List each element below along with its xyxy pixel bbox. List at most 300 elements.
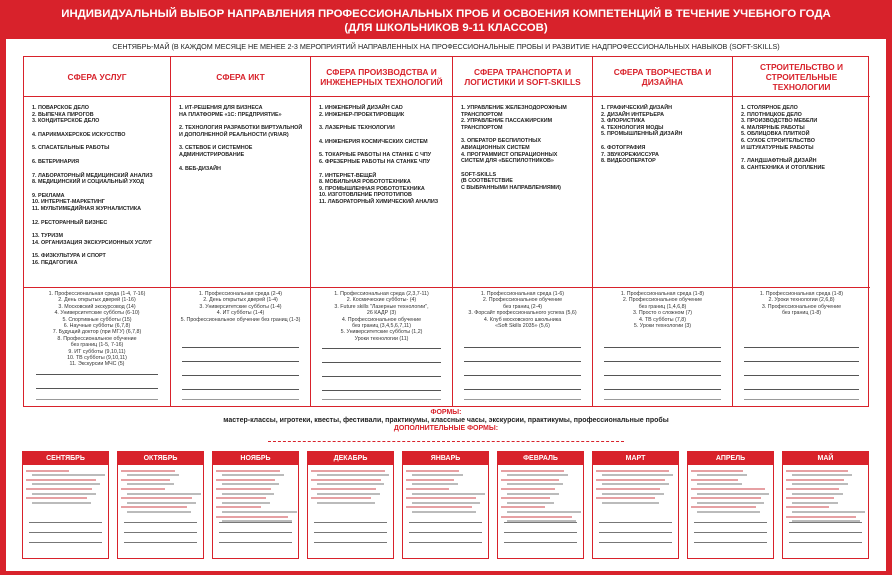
fine-print-line <box>222 493 274 495</box>
event-item: 5. Спортивные субботы (15) <box>62 316 132 323</box>
fine-print-line <box>216 479 275 481</box>
event-item: 8. Профессиональное обучение <box>57 335 137 342</box>
event-item: 1. Профессиональная среда (1-8) <box>759 291 844 297</box>
month-events-placeholder <box>783 465 868 527</box>
event-item: 4. ТВ субботы (7,8) <box>639 316 686 323</box>
sphere-items <box>461 105 588 192</box>
fine-print-line <box>786 470 848 472</box>
fine-print-line <box>602 493 664 495</box>
fine-print-line <box>127 502 196 504</box>
blank-line <box>694 532 767 533</box>
sphere-item: 1. ИНЖЕНЕРНЫЙ ДИЗАЙН CAD <box>319 105 403 111</box>
events-list <box>457 291 588 329</box>
signature-line <box>322 399 440 400</box>
month-title: СЕНТЯБРЬ <box>23 452 108 465</box>
section-divider <box>593 287 732 288</box>
fine-print-line <box>311 497 371 499</box>
blank-line <box>322 390 440 391</box>
fine-print-line <box>311 488 376 490</box>
fine-print-line <box>412 511 475 513</box>
sphere-item: 3. КОНДИТЕРСКОЕ ДЕЛО <box>32 118 100 125</box>
sphere-item: 4. ИНЖЕНЕРИЯ КОСМИЧЕСКИХ СИСТЕМ <box>319 138 428 145</box>
month-card <box>782 451 869 559</box>
item-gap <box>32 246 166 253</box>
sphere-item: 2. ИНЖЕНЕР-ПРОЕКТИРОВЩИК <box>319 111 405 118</box>
blank-line <box>219 542 292 543</box>
event-item: 9. ИТ субботы (9,10,11) <box>68 348 126 355</box>
event-item: 2. Профессиональное обучение <box>622 297 703 304</box>
event-item: 1. Профессиональная среда (1-8) <box>620 291 705 297</box>
blank-line <box>504 542 577 543</box>
item-gap <box>601 138 728 145</box>
event-item: 3. Профессиональное обучение <box>761 303 842 310</box>
signature-line <box>464 399 581 400</box>
fine-print-line <box>792 483 847 485</box>
sphere-title: СФЕРА УСЛУГ <box>24 57 170 97</box>
event-item: 3. Future skills "Лазерные технологии", <box>334 303 429 310</box>
sphere-column <box>311 57 453 406</box>
fine-print-line <box>32 474 105 476</box>
fine-print-line <box>406 479 454 481</box>
blank-line <box>219 522 292 523</box>
item-gap <box>461 131 588 138</box>
sphere-item: 9. РЕКЛАМА <box>32 192 65 199</box>
sphere-item: 4. МАЛЯРНЫЕ РАБОТЫ <box>741 124 805 131</box>
signature-line <box>604 399 721 400</box>
forms-section <box>6 409 886 433</box>
sphere-items <box>179 105 306 172</box>
event-item: 5. Уроки технологии (3) <box>633 323 692 330</box>
blank-line <box>409 522 482 523</box>
sphere-item: 9. ПРОМЫШЛЕННАЯ РОБОТОТЕХНИКА <box>319 185 425 192</box>
sphere-title: СФЕРА ТВОРЧЕСТВА И ДИЗАЙНА <box>593 57 732 97</box>
blank-line <box>314 522 387 523</box>
fine-print-line <box>507 511 580 513</box>
blank-line <box>789 542 862 543</box>
month-title: АПРЕЛЬ <box>688 452 773 465</box>
fine-print-line <box>596 497 655 499</box>
event-item: 5. Университетские субботы (1,2) <box>340 329 423 336</box>
fine-print-line <box>26 479 96 481</box>
sphere-item: 3. ПРОИЗВОДСТВО МЕБЕЛИ <box>741 118 818 125</box>
blank-line <box>124 522 197 523</box>
item-gap <box>461 165 588 172</box>
section-divider <box>311 287 452 288</box>
event-item: 6. Научные субботы (6,7,8) <box>63 323 131 330</box>
month-events-placeholder <box>23 465 108 508</box>
fine-print-line <box>786 479 844 481</box>
fine-print-line <box>412 493 485 495</box>
event-item: 1. Профессиональная среда (1-4, 7-16) <box>48 291 146 297</box>
fine-print-line <box>786 516 856 518</box>
blank-line <box>36 388 159 389</box>
fine-print-line <box>121 497 192 499</box>
sphere-item: 1. ИТ-РЕШЕНИЯ ДЛЯ БИЗНЕСА <box>179 105 263 111</box>
month-card <box>117 451 204 559</box>
sphere-item: И ШТУКАТУРНЫЕ РАБОТЫ <box>741 144 814 151</box>
event-item: 26 КАДР (3) <box>366 310 397 317</box>
spheres-table <box>23 56 869 407</box>
blank-line <box>464 389 581 390</box>
sphere-item: 2. ПЛОТНИЦКОЕ ДЕЛО <box>741 111 802 118</box>
fine-print-line <box>792 474 852 476</box>
fine-print-line <box>691 488 765 490</box>
item-gap <box>32 213 166 220</box>
fine-print-line <box>507 483 563 485</box>
sphere-item: 7. ЗВУКОРЕЖИССУРА <box>601 151 659 158</box>
section-divider <box>24 287 170 288</box>
sphere-item: 13. ТУРИЗМ <box>32 233 63 240</box>
month-card <box>497 451 584 559</box>
month-events-placeholder <box>403 465 488 518</box>
blank-line <box>219 532 292 533</box>
sphere-item: 5. СПАСАТЕЛЬНЫЕ РАБОТЫ <box>32 145 110 152</box>
event-item: 1. Профессиональная среда (2-4) <box>198 291 283 297</box>
blank-line <box>599 532 672 533</box>
sphere-item: 4. ПРОГРАММИСТ ОПЕРАЦИОННЫХ <box>461 151 558 158</box>
fine-print-line <box>127 493 200 495</box>
blank-line <box>409 542 482 543</box>
fine-print-line <box>317 483 384 485</box>
fine-print-line <box>697 493 769 495</box>
fine-print-line <box>792 502 838 504</box>
sphere-item: 4. ВЕБ-ДИЗАЙН <box>179 165 221 172</box>
sphere-item: 15. ФИЗКУЛЬТУРА И СПОРТ <box>32 253 106 260</box>
sphere-item: 6. ФОТОГРАФИЯ <box>601 144 646 151</box>
fine-print-line <box>602 502 659 504</box>
event-item: 3. Московский экскурсовод (14) <box>58 303 136 310</box>
sphere-item: АВИАЦИОННЫХ СИСТЕМ <box>461 144 530 151</box>
month-title: МАРТ <box>593 452 678 465</box>
blank-line <box>322 376 440 377</box>
item-gap <box>32 138 166 145</box>
fine-print-line <box>501 506 545 508</box>
fine-print-line <box>786 506 829 508</box>
sphere-item: 7. ИНТЕРНЕТ-ВЕЩЕЙ <box>319 172 377 179</box>
month-events-placeholder <box>498 465 583 527</box>
sphere-item: 3. СЕТЕВОЕ И СИСТЕМНОЕ <box>179 145 253 152</box>
sphere-item: 8. МОБИЛЬНАЯ РОБОТОТЕХНИКА <box>319 179 411 186</box>
fine-print-line <box>127 483 174 485</box>
blank-line <box>322 362 440 363</box>
fine-print-line <box>691 506 756 508</box>
event-item: 4. Университетские субботы (6-10) <box>54 310 140 317</box>
month-events-placeholder <box>688 465 773 518</box>
blank-line <box>694 542 767 543</box>
event-item: 4. ИТ субботы (1-4) <box>216 310 265 317</box>
event-item: 2. День открытых дверей (1-4) <box>203 297 278 304</box>
sphere-items <box>741 105 866 171</box>
fine-print-line <box>786 497 834 499</box>
fine-print-line <box>697 502 764 504</box>
extra-forms-heading: ДОПОЛНИТЕЛЬНЫЕ ФОРМЫ: <box>393 425 499 432</box>
fine-print-line <box>26 470 69 472</box>
signature-line <box>182 399 299 400</box>
month-events-placeholder <box>593 465 678 508</box>
month-card <box>22 451 109 559</box>
event-item: 3. Просто о сложном (7) <box>632 310 693 317</box>
event-item: без границ (3,4,5,6,7,11) <box>351 323 412 330</box>
event-item: «Soft Skills 2035» (5,6) <box>495 323 550 330</box>
fine-print-line <box>697 474 747 476</box>
fine-print-line <box>222 502 269 504</box>
month-events-placeholder <box>118 465 203 518</box>
fine-print-line <box>792 493 843 495</box>
blank-line <box>182 389 299 390</box>
signature-line <box>36 399 159 400</box>
fine-print-line <box>127 511 191 513</box>
sphere-item: НА ПЛАТФОРМЕ «1С: ПРЕДПРИЯТИЕ» <box>179 111 282 118</box>
poster <box>6 4 886 571</box>
sphere-item: 5. ТОКАРНЫЕ РАБОТЫ НА СТАНКЕ С ЧПУ <box>319 152 432 159</box>
fine-print-line <box>311 470 385 472</box>
event-item: Уроки технологии (11) <box>354 335 409 342</box>
month-title: НОЯБРЬ <box>213 452 298 465</box>
sphere-item: И ДОПОЛНЕННОЙ РЕАЛЬНОСТИ (VR/AR) <box>179 131 289 138</box>
blank-line <box>314 542 387 543</box>
fine-print-line <box>32 493 95 495</box>
fine-print-line <box>216 506 261 508</box>
blank-line <box>314 532 387 533</box>
sphere-column <box>453 57 593 406</box>
event-item: 11. Экскурсии МЧС (5) <box>69 361 125 368</box>
fine-print-line <box>507 474 568 476</box>
events-list <box>737 291 866 317</box>
month-card <box>212 451 299 559</box>
event-item: 5. Профессиональное обучение без границ (1-3) <box>180 316 301 323</box>
event-item: без границ (1,4,6,8) <box>638 303 687 310</box>
sphere-item: 1. ГРАФИЧЕСКИЙ ДИЗАЙН <box>601 105 672 111</box>
events-list <box>28 291 166 368</box>
fine-print-line <box>26 488 92 490</box>
sphere-item: ТРАНСПОРТОМ <box>461 124 503 131</box>
sphere-item: 14. ОРГАНИЗАЦИЯ ЭКСКУРСИОННЫХ УСЛУГ <box>32 239 153 246</box>
sphere-item: 4. ПАРИКМАХЕРСКОЕ ИСКУССТВО <box>32 131 126 138</box>
fine-print-line <box>32 502 90 504</box>
month-events-placeholder <box>308 465 393 508</box>
fine-print-line <box>602 474 673 476</box>
sphere-title: СФЕРА ТРАНСПОРТА И ЛОГИСТИКИ И SOFT-SKILLS <box>453 57 592 97</box>
sphere-item: 6. ФРЕЗЕРНЫЕ РАБОТЫ НА СТАНКЕ ЧПУ <box>319 158 430 165</box>
fine-print-line <box>691 479 738 481</box>
sphere-items <box>32 105 166 267</box>
sphere-column <box>24 57 171 406</box>
sphere-item: 10. ИНТЕРНЕТ-МАРКЕТИНГ <box>32 199 105 206</box>
sphere-item: 8. ВИДЕООПЕРАТОР <box>601 158 656 165</box>
sphere-item: 6. СУХОЕ СТРОИТЕЛЬСТВО <box>741 137 815 144</box>
event-item: 2. Уроки технологии (2,6,8) <box>768 297 835 304</box>
month-card <box>402 451 489 559</box>
title-line-2: (ДЛЯ ШКОЛЬНИКОВ 9-11 КЛАССОВ) <box>344 21 548 34</box>
item-gap <box>179 138 306 145</box>
sphere-item: 4. ТЕХНОЛОГИЯ МОДЫ <box>601 124 664 131</box>
sphere-item: 6. ВЕТЕРИНАРИЯ <box>32 158 79 165</box>
item-gap <box>32 166 166 173</box>
fine-print-line <box>406 506 472 508</box>
month-title: ДЕКАБРЬ <box>308 452 393 465</box>
fine-print-line <box>691 470 743 472</box>
section-divider <box>171 287 310 288</box>
item-gap <box>319 166 448 173</box>
event-item: 2. Профессиональное обучение <box>482 297 563 304</box>
events-list <box>597 291 728 329</box>
blank-line <box>29 532 102 533</box>
section-divider <box>733 287 870 288</box>
sphere-item: 11. ЛАБОРАТОРНЫЙ ХИМИЧЕСКИЙ АНАЛИЗ <box>319 198 439 205</box>
sphere-item: 3. ФЛОРИСТИКА <box>601 118 645 125</box>
item-gap <box>179 159 306 166</box>
fine-print-line <box>501 470 564 472</box>
event-item: 4. Профессиональное обучение <box>341 316 422 323</box>
month-card <box>592 451 679 559</box>
sphere-item: ТРАНСПОРТОМ <box>461 111 503 118</box>
fine-print-line <box>216 470 280 472</box>
signature-line <box>744 399 859 400</box>
item-gap <box>32 125 166 132</box>
events-list <box>175 291 306 323</box>
fine-print-line <box>596 470 669 472</box>
fine-print-line <box>412 483 458 485</box>
blank-line <box>694 522 767 523</box>
event-item: 1. Профессиональная среда (2,3,7-11) <box>334 291 429 297</box>
event-item: 7. Будущий доктор (при МГУ) (6,7,8) <box>52 329 142 336</box>
fine-print-line <box>596 488 660 490</box>
event-item: 4. Клуб московского школьника <box>483 316 562 323</box>
blank-line <box>464 361 581 362</box>
fine-print-line <box>406 497 476 499</box>
sphere-item: СИСТЕМ ДЛЯ «БЕСПИЛОТНИКОВ» <box>461 158 554 165</box>
event-item: 3. Университетские субботы (1-4) <box>199 303 282 310</box>
blank-line <box>464 347 581 348</box>
sphere-item: 7. ЛАНДШАФТНЫЙ ДИЗАЙН <box>741 158 817 165</box>
month-card <box>307 451 394 559</box>
blank-line <box>464 375 581 376</box>
fine-print-line <box>501 516 572 518</box>
fine-print-line <box>222 483 279 485</box>
sphere-item: АДМИНИСТРИРОВАНИЕ <box>179 151 245 158</box>
sphere-item: 2. ВЫПЕЧКА ПИРОГОВ <box>32 111 94 118</box>
item-gap <box>319 118 448 125</box>
fine-print-line <box>317 493 379 495</box>
event-item: без границ (2-4) <box>502 303 543 310</box>
month-title: ОКТЯБРЬ <box>118 452 203 465</box>
blank-line <box>744 375 859 376</box>
sphere-title: СТРОИТЕЛЬСТВО И СТРОИТЕЛЬНЫЕ ТЕХНОЛОГИИ <box>733 57 870 97</box>
blank-line <box>599 522 672 523</box>
fine-print-line <box>596 479 665 481</box>
page-title <box>6 4 886 39</box>
blank-line <box>599 542 672 543</box>
month-card <box>687 451 774 559</box>
fine-print-line <box>501 488 555 490</box>
sphere-column <box>593 57 733 406</box>
fine-print-line <box>317 474 389 476</box>
sphere-item: 2. ДИЗАЙН ИНТЕРЬЕРА <box>601 111 664 118</box>
sphere-item: 3. ЛАЗЕРНЫЕ ТЕХНОЛОГИИ <box>319 125 395 132</box>
month-title: ФЕВРАЛЬ <box>498 452 583 465</box>
fine-print-line <box>786 488 839 490</box>
fine-print-line <box>216 488 271 490</box>
sphere-item: 3. ОПЕРАТОР БЕСПИЛОТНЫХ <box>461 138 541 145</box>
fine-print-line <box>121 470 175 472</box>
month-title: ЯНВАРЬ <box>403 452 488 465</box>
sphere-item: 12. РЕСТОРАННЫЙ БИЗНЕС <box>32 219 108 226</box>
event-item: 3. Форсайт профессионального успеха (5,6) <box>468 310 577 317</box>
event-item: 2. День открытых дверей (1-16) <box>58 297 136 304</box>
fine-print-line <box>317 502 375 504</box>
fine-print-line <box>792 511 865 513</box>
event-item: 1. Профессиональная среда (1-6) <box>480 291 565 297</box>
blank-line <box>604 361 721 362</box>
sphere-title: СФЕРА ИКТ <box>171 57 310 97</box>
sphere-item: (В СООТВЕТСТВИЕ <box>461 178 513 185</box>
fine-print-line <box>507 502 554 504</box>
blank-line <box>604 389 721 390</box>
blank-line <box>182 361 299 362</box>
fine-print-line <box>412 474 463 476</box>
sphere-item: 1. УПРАВЛЕНИЕ ЖЕЛЕЗНОДОРОЖНЫМ <box>461 105 567 111</box>
sphere-item: С ВЫБРАННЫМИ НАПРАВЛЕНИЯМИ) <box>461 184 561 191</box>
sphere-item: 8. МЕДИЦИНСКИЙ И СОЦИАЛЬНЫЙ УХОД <box>32 179 144 186</box>
blank-line <box>789 532 862 533</box>
blank-line <box>789 522 862 523</box>
blank-line <box>604 375 721 376</box>
fine-print-line <box>32 483 100 485</box>
fine-print-line <box>121 479 170 481</box>
blank-line <box>29 542 102 543</box>
month-title: МАЙ <box>783 452 868 465</box>
events-list <box>315 291 448 342</box>
sphere-items <box>601 105 728 165</box>
item-gap <box>32 226 166 233</box>
fine-print-line <box>127 474 178 476</box>
blank-line <box>504 532 577 533</box>
blank-line <box>409 532 482 533</box>
event-item: без границ (1-8) <box>781 310 822 317</box>
fine-print-line <box>697 483 742 485</box>
fine-print-line <box>216 497 266 499</box>
blank-line <box>744 389 859 390</box>
fine-print-line <box>412 502 480 504</box>
sphere-item: 7. ЛАБОРАТОРНЫЙ МЕДИЦИНСКИЙ АНАЛИЗ <box>32 172 153 179</box>
sphere-item: 8. САНТЕХНИКА И ОТОПЛЕНИЕ <box>741 164 826 171</box>
sphere-item: 2. ТЕХНОЛОГИЯ РАЗРАБОТКИ ВИРТУАЛЬНОЙ <box>179 125 303 132</box>
forms-heading: ФОРМЫ: <box>430 409 462 416</box>
item-gap <box>319 132 448 139</box>
section-divider <box>453 287 592 288</box>
fine-print-line <box>406 470 459 472</box>
blank-line <box>744 361 859 362</box>
blank-line <box>124 542 197 543</box>
sphere-item: 2. УПРАВЛЕНИЕ ПАССАЖИРСКИМ <box>461 118 553 125</box>
blank-line <box>182 347 299 348</box>
blank-line <box>504 522 577 523</box>
fine-print-line <box>222 511 296 513</box>
sphere-item: 5. ПРОМЫШЛЕННЫЙ ДИЗАЙН <box>601 131 683 138</box>
fine-print-line <box>311 479 381 481</box>
blank-line <box>182 375 299 376</box>
sphere-item: 5. ОБЛИЦОВКА ПЛИТКОЙ <box>741 131 810 138</box>
fine-print-line <box>501 497 550 499</box>
sphere-column <box>171 57 311 406</box>
fine-print-line <box>121 488 165 490</box>
event-item: 2. Космические субботы- (4) <box>346 297 417 304</box>
fine-print-line <box>216 516 288 518</box>
fine-print-line <box>406 488 449 490</box>
fine-print-line <box>222 474 284 476</box>
sphere-items <box>319 105 448 206</box>
blank-line <box>322 348 440 349</box>
